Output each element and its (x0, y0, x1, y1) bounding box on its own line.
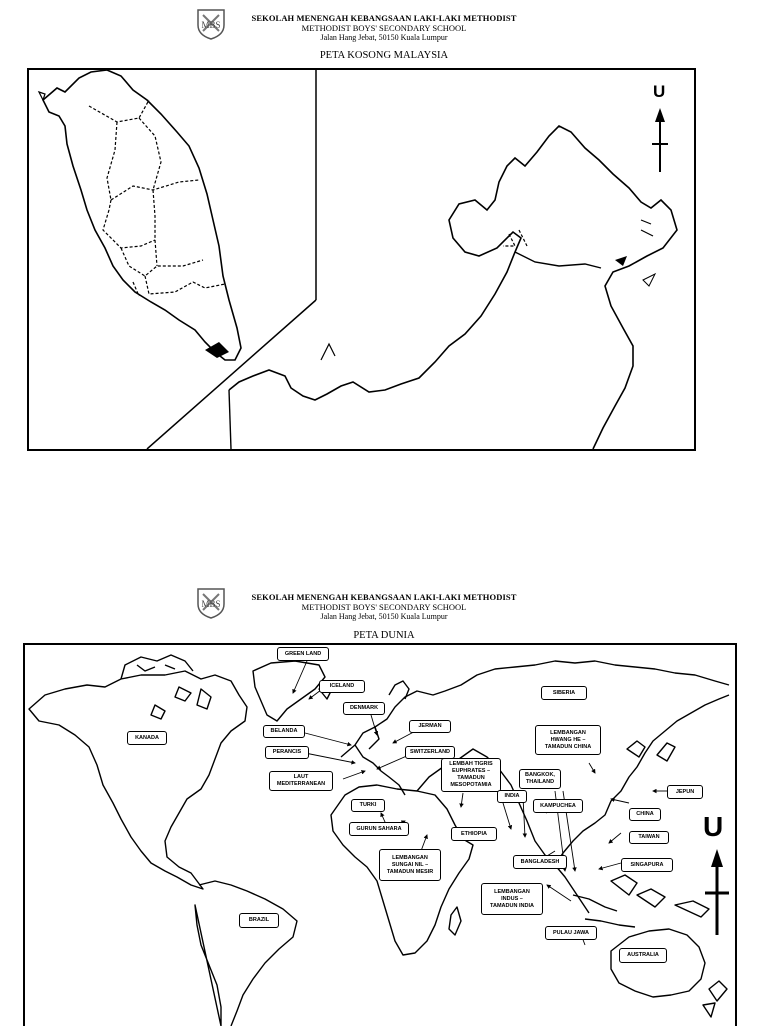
label-greenland: GREEN LAND (277, 647, 329, 661)
label-ethiopia: ETHIOPIA (451, 827, 497, 841)
label-kampuchea: KAMPUCHEA (533, 799, 583, 813)
label-bangkok-thailand: BANGKOK, THAILAND (519, 769, 561, 789)
label-perancis: PERANCIS (265, 746, 309, 759)
north-letter: U (653, 82, 666, 101)
school-name-malay: SEKOLAH MENENGAH KEBANGSAAN LAKI-LAKI METHODIST (251, 13, 517, 23)
east-malaysia-outline (229, 126, 677, 449)
label-lembah-tigris-euphrates: LEMBAH TIGRIS EUPHRATES – TAMADUN MESOPOTAMIA (441, 758, 501, 792)
greenland-outline (253, 661, 325, 721)
school-name-english: METHODIST BOYS' SECONDARY SCHOOL (301, 23, 467, 33)
svg-text:MBS: MBS (201, 599, 221, 609)
label-turki: TURKI (351, 799, 385, 812)
label-singapura: SINGAPURA (621, 858, 673, 872)
label-lembangan-hwang-he: LEMBANGAN HWANG HE – TAMADUN CHINA (535, 725, 601, 755)
label-kanada: KANADA (127, 731, 167, 745)
label-switzerland: SWITZERLAND (405, 746, 455, 759)
map-title-world: PETA DUNIA (353, 630, 415, 641)
label-china: CHINA (629, 808, 661, 821)
label-pulau-jawa: PULAU JAWA (545, 926, 597, 940)
school-address: Jalan Hang Jebat, 50150 Kuala Lumpur (320, 33, 448, 42)
malaysia-map (29, 70, 694, 449)
label-jerman: JERMAN (409, 720, 451, 733)
school-name-malay: SEKOLAH MENENGAH KEBANGSAAN LAKI-LAKI METHODIST (251, 592, 517, 602)
map-title-malaysia: PETA KOSONG MALAYSIA (319, 50, 449, 61)
label-australia: AUSTRALIA (619, 948, 667, 963)
svg-text:MBS: MBS (201, 20, 221, 30)
label-gurun-sahara: GURUN SAHARA (349, 822, 409, 836)
school-header-bottom (0, 592, 768, 621)
label-india: INDIA (497, 790, 527, 803)
label-lembangan-sungai-nil: LEMBANGAN SUNGAI NIL – TAMADUN MESIR (379, 849, 441, 881)
north-america-outline (29, 671, 247, 889)
label-bangladesh: BANGLADESH (513, 855, 567, 869)
label-taiwan: TAIWAN (629, 831, 669, 844)
label-laut-mediterranean: LAUT MEDITERRANEAN (269, 771, 333, 791)
label-brazil: BRAZIL (239, 913, 279, 928)
north-letter: U (703, 811, 724, 842)
north-arrow-icon (652, 108, 668, 172)
malaysia-map-frame (27, 68, 696, 451)
north-arrow-icon (705, 849, 729, 935)
australia-outline (611, 929, 705, 997)
school-header-top (0, 13, 768, 42)
label-siberia: SIBERIA (541, 686, 587, 700)
label-denmark: DENMARK (343, 702, 385, 715)
south-america-outline (195, 881, 297, 1026)
label-lembangan-indus: LEMBANGAN INDUS – TAMADUN INDIA (481, 883, 543, 915)
label-iceland: ICELAND (319, 680, 365, 693)
school-name-english: METHODIST BOYS' SECONDARY SCHOOL (301, 602, 467, 612)
school-address: Jalan Hang Jebat, 50150 Kuala Lumpur (320, 612, 448, 621)
world-map-frame (23, 643, 737, 1026)
label-belanda: BELANDA (263, 725, 305, 738)
label-jepun: JEPUN (667, 785, 703, 799)
